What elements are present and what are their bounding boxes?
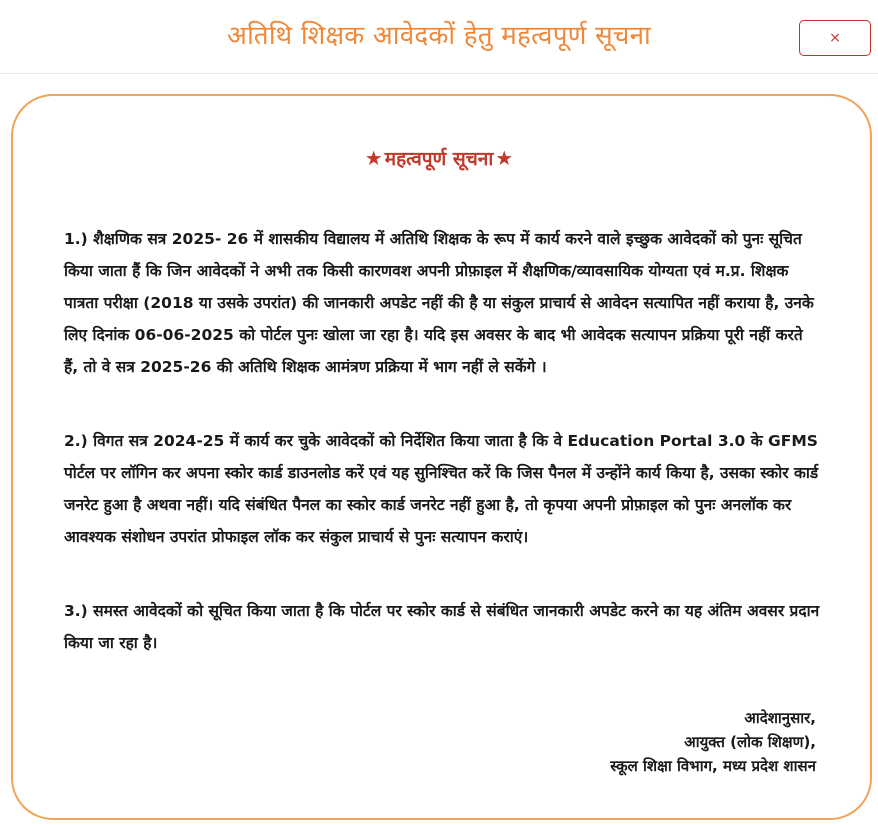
signature-block [610, 706, 816, 778]
signature-line-1: आदेशानुसार, [744, 709, 816, 727]
signature-line-2: आयुक्त (लोक शिक्षण), [684, 733, 816, 751]
notice-paragraph-2: 2.) विगत सत्र 2024-25 में कार्य कर चुके आवेदकों को निर्देशित किया जाता है कि वे Education Portal 3.0 के GFMS पोर्टल पर लॉगिन कर अपना स्कोर कार्ड डाउनलोड करें एवं यह सुनिश्चित करें कि जिस पैनल में उन्होंने कार्य किया है, उसका स्कोर कार्ड जनरेट हुआ है अथवा नहीं। यदि संबंधित पैनल का स्कोर कार्ड जनरेट नहीं हुआ है, तो कृपया अपनी प्रोफ़ाइल को पुनः अनलॉक कर आवश्यक संशोधन उपरांत प्रोफाइल लॉक कर संकुल प्राचार्य से पुनः सत्यापन कराएं। [64, 432, 819, 546]
modal-title: अतिथि शिक्षक आवेदकों हेतु महत्वपूर्ण सूचना [227, 21, 651, 51]
close-icon: × [829, 30, 841, 46]
notice-heading-text: महत्वपूर्ण सूचना [384, 148, 494, 170]
notice-heading [0, 145, 878, 171]
notice-paragraph-3: 3.) समस्त आवेदकों को सूचित किया जाता है कि पोर्टल पर स्कोर कार्ड से संबंधित जानकारी अपडेट करने का यह अंतिम अवसर प्रदान किया जा रहा है। [64, 602, 820, 652]
signature-line-3: स्कूल शिक्षा विभाग, मध्य प्रदेश शासन [610, 757, 816, 775]
modal-header [0, 0, 878, 74]
notice-paragraph-1: 1.) शैक्षणिक सत्र 2025- 26 में शासकीय विद्यालय में अतिथि शिक्षक के रूप में कार्य करने वाले इच्छुक आवेदकों को पुनः सूचित किया जाता हैं कि जिन आवेदकों ने अभी तक किसी कारणवश अपनी प्रोफ़ाइल में शैक्षणिक/व्यावसायिक योग्यता एवं म.प्र. शिक्षक पात्रता परीक्षा (2018 या उसके उपरांत) की जानकारी अपडेट नहीं की है या संकुल प्राचार्य से आवेदन सत्यापित नहीं कराया है, उनके लिए दिनांक 06-06-2025 को पोर्टल पुनः खोला जा रहा है। यदि इस अवसर के बाद भी आवेदक सत्यापन प्रक्रिया पूरी नहीं करते हैं, तो वे सत्र 2025-26 की अतिथि शिक्षक आमंत्रण प्रक्रिया में भाग नहीं ले सकेंगे । [64, 230, 814, 376]
star-icon: ★ [495, 146, 514, 170]
star-icon: ★ [364, 146, 383, 170]
close-button[interactable] [799, 20, 871, 56]
